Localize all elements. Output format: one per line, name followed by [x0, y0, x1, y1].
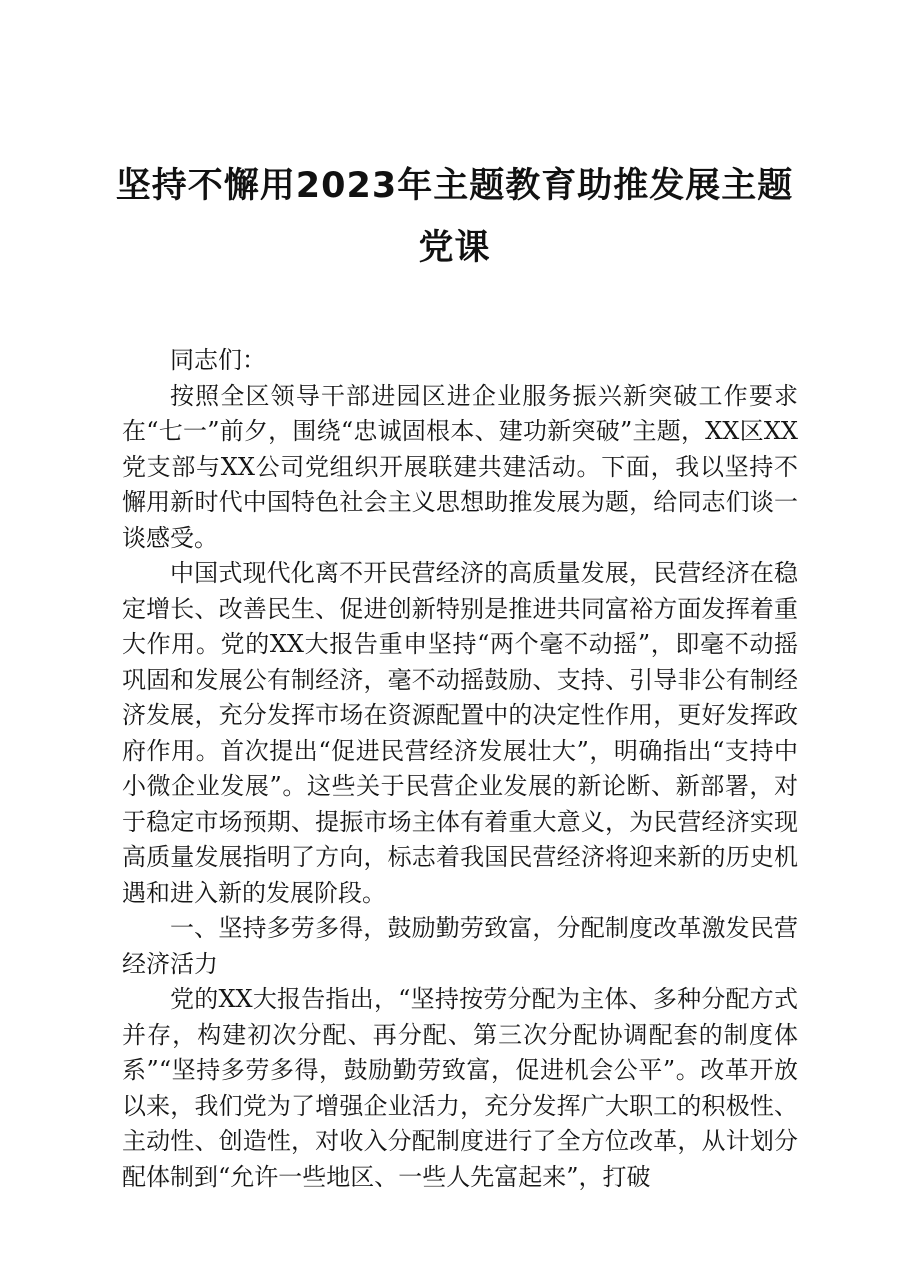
section-1-paragraph: 党的XX大报告指出，“坚持按劳分配为主体、多种分配方式并存，构建初次分配、再分配、第三次分配协调配套的制度体系”“坚持多劳多得，鼓励勤劳致富，促进机会公平”。改革开放以来，我们党为了增强企业活力，充分发挥广大职工的积极性、主动性、创造性，对收入分配制度进行了全方位改革，从计划分配体制到“允许一些地区、一些人先富起来”，打破	[122, 985, 798, 1191]
section-heading-1: 一、坚持多劳多得，鼓励勤劳致富，分配制度改革激发民营经济活力	[122, 914, 798, 978]
document-body	[122, 343, 798, 1195]
intro-paragraph: 按照全区领导干部进园区进企业服务振兴新突破工作要求在“七一”前夕，围绕“忠诚固根本、建功新突破”主题，XX区XX党支部与XX公司党组织开展联建共建活动。下面，我以坚持不懈用新时代中国特色社会主义思想助推发展为题，给同志们谈一谈感受。	[122, 381, 798, 552]
salutation-paragraph: 同志们：	[170, 346, 266, 374]
document-title: 坚持不懈用2023年主题教育助推发展主题党课	[115, 166, 794, 268]
background-paragraph: 中国式现代化离不开民营经济的高质量发展，民营经济在稳定增长、改善民生、促进创新特别是推进共同富裕方面发挥着重大作用。党的XX大报告重申坚持“两个毫不动摇”，即毫不动摇巩固和发展公有制经济，毫不动摇鼓励、支持、引导非公有制经济发展，充分发挥市场在资源配置中的决定性作用，更好发挥政府作用。首次提出“促进民营经济发展壮大”，明确指出“支持中小微企业发展”。这些关于民营企业发展的新论断、新部署，对于稳定市场预期、提振市场主体有着重大意义，为民营经济实现高质量发展指明了方向，标志着我国民营经济将迎来新的历史机遇和进入新的发展阶段。	[122, 559, 798, 907]
